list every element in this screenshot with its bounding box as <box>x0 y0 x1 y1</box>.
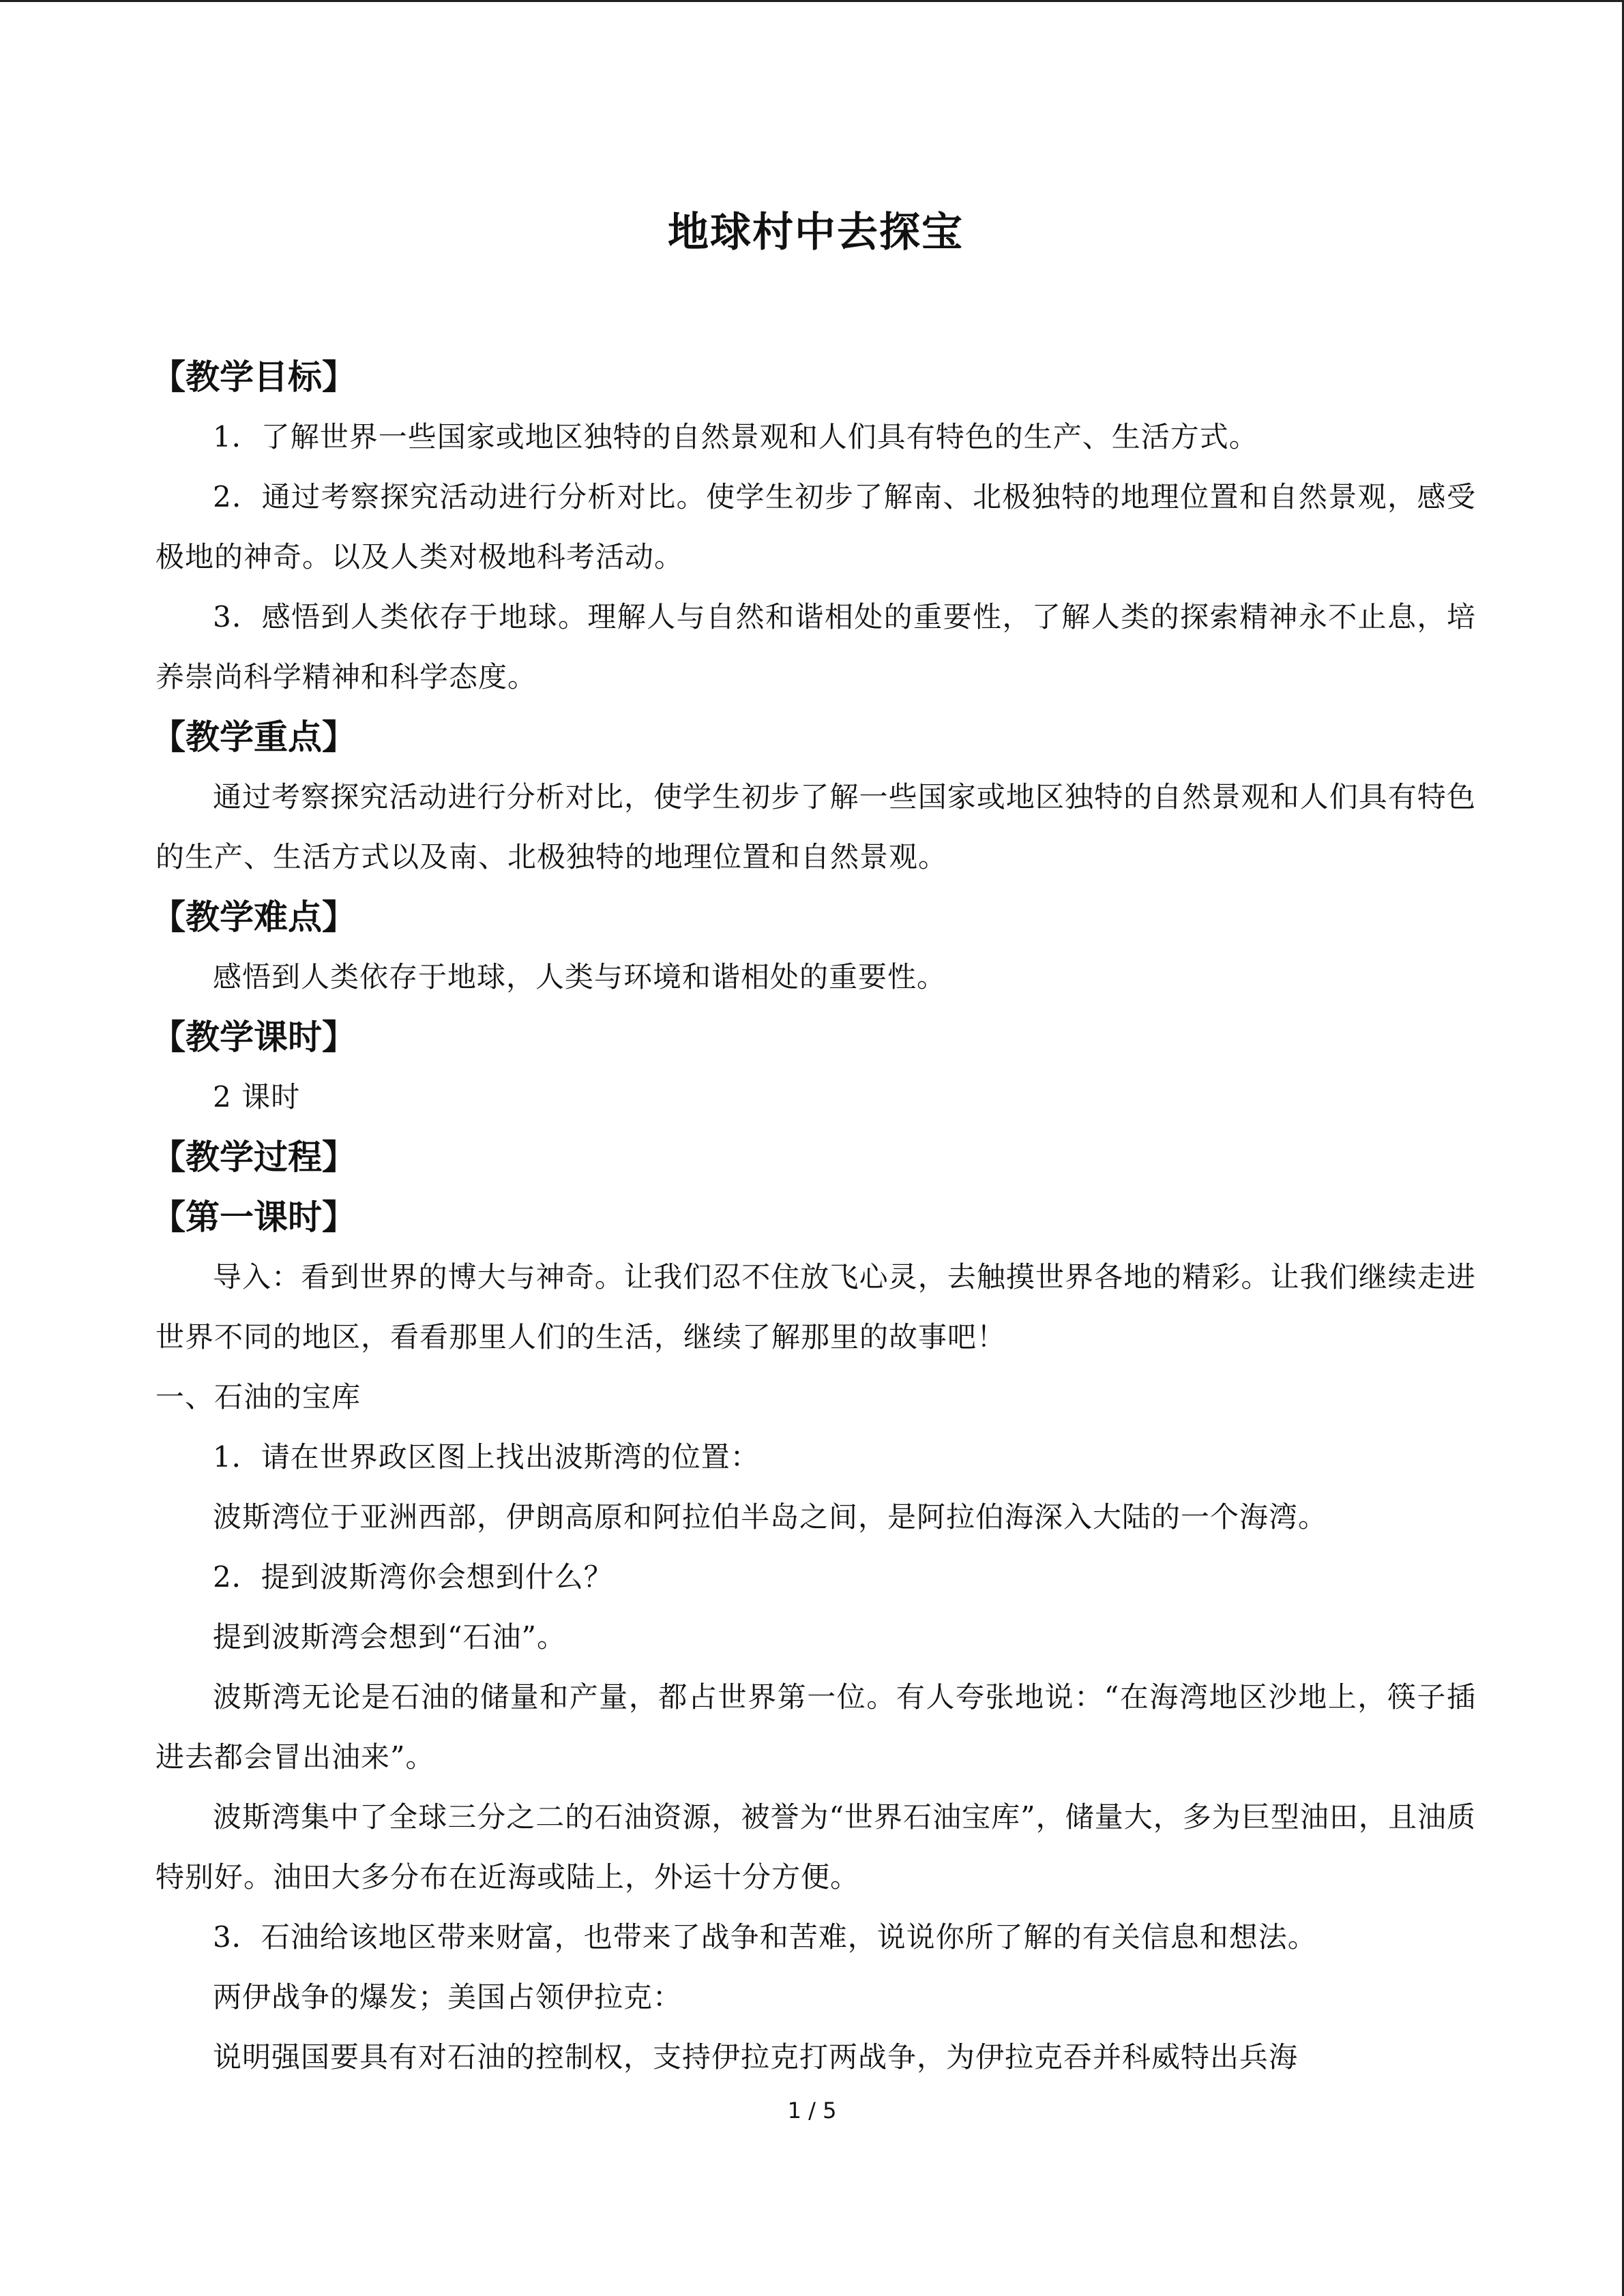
war-text: 两伊战争的爆发；美国占领伊拉克： <box>213 1980 683 2014</box>
oil-reserves-text: 波斯湾无论是石油的储量和产量，都占世界第一位。有人夸张地说：“在海湾地区沙地上，筷子插进去都会冒出油来”。 <box>156 1680 1476 1774</box>
section-heading-periods: 【教学课时】 <box>151 1017 356 1057</box>
control-text: 说明强国要具有对石油的控制权，支持伊拉克打两战争，为伊拉克吞并科威特出兵海 <box>213 2040 1299 2074</box>
key-points-text: 通过考察探究活动进行分析对比，使学生初步了解一些国家或地区独特的自然景观和人们具有特色的生产、生活方式以及南、北极独特的地理位置和自然景观。 <box>156 780 1476 874</box>
section-heading-process: 【教学过程】 <box>151 1137 356 1177</box>
introduction-text: 导入：看到世界的博大与神奇。让我们忍不住放飞心灵，去触摸世界各地的精彩。让我们继续走进世界不同的地区，看看那里人们的生活，继续了解那里的故事吧！ <box>156 1260 1476 1354</box>
question-3: 3．石油给该地区带来财富，也带来了战争和苦难，说说你所了解的有关信息和想法。 <box>213 1920 1317 1954</box>
answer-2: 提到波斯湾会想到“石油”。 <box>213 1620 566 1654</box>
page-number: 1 / 5 <box>787 2098 837 2123</box>
oil-treasury-text: 波斯湾集中了全球三分之二的石油资源，被誉为“世界石油宝库”，储量大，多为巨型油田，且油质特别好。油田大多分布在近海或陆上，外运十分方便。 <box>156 1800 1476 1894</box>
question-1: 1．请在世界政区图上找出波斯湾的位置： <box>213 1440 760 1474</box>
document-title: 地球村中去探宝 <box>668 209 964 256</box>
answer-1: 波斯湾位于亚洲西部，伊朗高原和阿拉伯半岛之间，是阿拉伯海深入大陆的一个海湾。 <box>213 1500 1328 1534</box>
periods-text: 2 课时 <box>213 1080 301 1114</box>
section-heading-difficulties: 【教学难点】 <box>151 897 356 937</box>
difficulties-text: 感悟到人类依存于地球，人类与环境和谐相处的重要性。 <box>213 960 947 994</box>
objective-1: 1．了解世界一些国家或地区独特的自然景观和人们具有特色的生产、生活方式。 <box>213 420 1258 453</box>
document-body <box>151 200 1476 2087</box>
section-heading-key-points: 【教学重点】 <box>151 717 356 757</box>
subsection-oil-treasury: 一、石油的宝库 <box>156 1380 361 1414</box>
objective-2: 2．通过考察探究活动进行分析对比。使学生初步了解南、北极独特的地理位置和自然景观，感受极地的神奇。以及人类对极地科考活动。 <box>156 480 1476 573</box>
question-2: 2．提到波斯湾你会想到什么？ <box>213 1560 613 1594</box>
section-heading-objectives: 【教学目标】 <box>151 357 356 397</box>
objective-3: 3．感悟到人类依存于地球。理解人与自然和谐相处的重要性，了解人类的探索精神永不止息，培养崇尚科学精神和科学态度。 <box>156 600 1476 694</box>
section-heading-first-period: 【第一课时】 <box>151 1197 356 1237</box>
